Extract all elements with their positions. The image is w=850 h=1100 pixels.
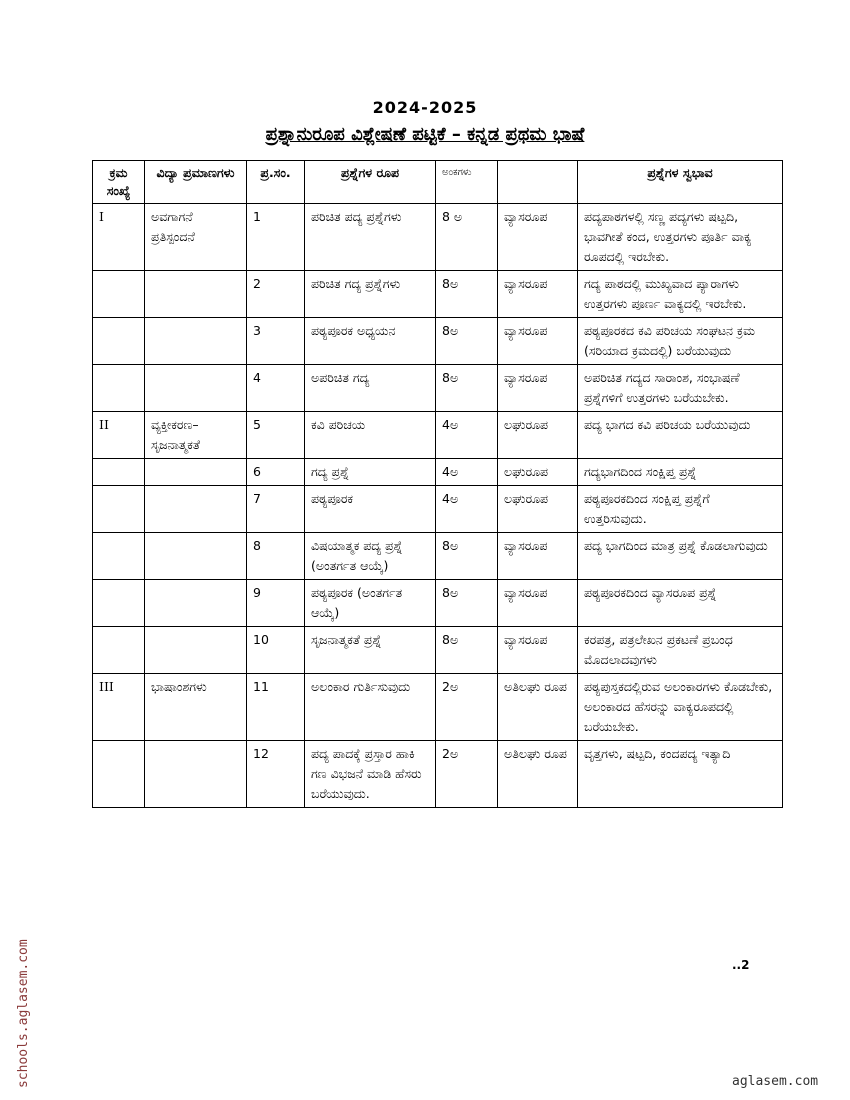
table-row — [93, 741, 783, 808]
cell-nature: ಪದ್ಯ ಭಾಗದಿಂದ ಮಾತ್ರ ಪ್ರಶ್ನೆ ಕೊಡಲಾಗುವುದು — [578, 533, 783, 580]
cell-nature: ಪದ್ಯಪಾಠಗಳಲ್ಲಿ ಸಣ್ಣ ಪದ್ಯಗಳು ಷಟ್ಪದಿ, ಭಾವಗೀತೆ ಕಂದ, ಉತ್ತರಗಳು ಪೂರ್ತಿ ವಾಕ್ಯ ರೂಪದಲ್ಲಿ ಇರಬೇಕು. — [578, 204, 783, 271]
cell-type: ಲಘುರೂಪ — [498, 412, 578, 459]
cell-type: ವ್ಯಾಸರೂಪ — [498, 204, 578, 271]
cell-nature: ಪಠ್ಯಪುಸ್ತಕದಲ್ಲಿರುವ ಅಲಂಕಾರಗಳು ಕೊಡಬೇಕು, ಅಲಂಕಾರದ ಹೆಸರನ್ನು ವಾಕ್ಯರೂಪದಲ್ಲಿ ಬರೆಯಬೇಕು. — [578, 674, 783, 741]
cell-qform: ಪರಿಚಿತ ಪದ್ಯ ಪ್ರಶ್ನೆಗಳು — [305, 204, 436, 271]
cell-serial: III — [93, 674, 145, 741]
cell-qno: 2 — [247, 271, 305, 318]
cell-serial — [93, 741, 145, 808]
table-row — [93, 365, 783, 412]
analysis-table — [92, 160, 783, 808]
cell-qno: 9 — [247, 580, 305, 627]
cell-qno: 3 — [247, 318, 305, 365]
cell-qform: ವಿಷಯಾತ್ಮಕ ಪದ್ಯ ಪ್ರಶ್ನೆ (ಅಂತರ್ಗತ ಆಯ್ಕೆ) — [305, 533, 436, 580]
cell-marks: 8ಅ — [436, 365, 498, 412]
cell-serial — [93, 533, 145, 580]
cell-nature: ವೃತ್ತಗಳು, ಷಟ್ಪದಿ, ಕಂದಪದ್ಯ ಇತ್ಯಾದಿ — [578, 741, 783, 808]
cell-nature: ಪದ್ಯ ಭಾಗದ ಕವಿ ಪರಿಚಯ ಬರೆಯುವುದು — [578, 412, 783, 459]
header-nature: ಪ್ರಶ್ನೆಗಳ ಸ್ವಭಾವ — [578, 161, 783, 204]
cell-serial — [93, 459, 145, 486]
cell-marks: 8ಅ — [436, 580, 498, 627]
cell-marks: 8ಅ — [436, 627, 498, 674]
cell-serial — [93, 365, 145, 412]
cell-type: ವ್ಯಾಸರೂಪ — [498, 318, 578, 365]
cell-marks: 4ಅ — [436, 412, 498, 459]
cell-marks: 8ಅ — [436, 533, 498, 580]
cell-serial — [93, 580, 145, 627]
cell-serial: I — [93, 204, 145, 271]
cell-nature: ಕರಪತ್ರ, ಪತ್ರಲೇಖನ ಪ್ರಕಟಣೆ ಪ್ರಬಂಧ ಮೊದಲಾದವುಗಳು — [578, 627, 783, 674]
header-criteria: ವಿದ್ಯಾ ಪ್ರಮಾಣಗಳು — [145, 161, 247, 204]
cell-criteria — [145, 580, 247, 627]
cell-type: ಲಘುರೂಪ — [498, 486, 578, 533]
cell-qno: 4 — [247, 365, 305, 412]
cell-qno: 1 — [247, 204, 305, 271]
cell-criteria: ಭಾಷಾಂಶಗಳು — [145, 674, 247, 741]
cell-qno: 12 — [247, 741, 305, 808]
cell-type: ವ್ಯಾಸರೂಪ — [498, 533, 578, 580]
cell-marks: 8ಅ — [436, 318, 498, 365]
cell-qno: 7 — [247, 486, 305, 533]
cell-qform: ಗದ್ಯ ಪ್ರಶ್ನೆ — [305, 459, 436, 486]
header-serial: ಕ್ರಮ ಸಂಖ್ಯೆ — [93, 161, 145, 204]
cell-criteria — [145, 318, 247, 365]
cell-qform: ಪಠ್ಯಪೂರಕ ಅಧ್ಯಯನ — [305, 318, 436, 365]
cell-qform: ಪದ್ಯ ಪಾದಕ್ಕೆ ಪ್ರಸ್ತಾರ ಹಾಕಿ ಗಣ ವಿಭಜನೆ ಮಾಡಿ ಹೆಸರು ಬರೆಯುವುದು. — [305, 741, 436, 808]
cell-type: ಅತಿಲಘು ರೂಪ — [498, 741, 578, 808]
cell-nature: ಪಠ್ಯಪೂರಕದ ಕವಿ ಪರಿಚಯ ಸಂಘಟನ ಕ್ರಮ (ಸರಿಯಾದ ಕ್ರಮದಲ್ಲಿ) ಬರೆಯುವುದು — [578, 318, 783, 365]
cell-qno: 5 — [247, 412, 305, 459]
header-marks: ಅಂಕಗಳು — [436, 161, 498, 204]
table-row — [93, 580, 783, 627]
cell-criteria — [145, 459, 247, 486]
table-row — [93, 204, 783, 271]
cell-nature: ಅಪರಿಚಿತ ಗದ್ಯದ ಸಾರಾಂಶ, ಸಂಭಾಷಣೆ ಪ್ರಶ್ನೆಗಳಿಗೆ ಉತ್ತರಗಳು ಬರೆಯಬೇಕು. — [578, 365, 783, 412]
table-header-row — [93, 161, 783, 204]
cell-serial — [93, 318, 145, 365]
cell-criteria — [145, 486, 247, 533]
cell-type: ವ್ಯಾಸರೂಪ — [498, 365, 578, 412]
table-row — [93, 271, 783, 318]
cell-qform: ಪಠ್ಯಪೂರಕ (ಅಂತರ್ಗತ ಆಯ್ಕೆ) — [305, 580, 436, 627]
cell-criteria — [145, 741, 247, 808]
cell-criteria: ವ್ಯಕ್ತೀಕರಣ– ಸೃಜನಾತ್ಮಕತೆ — [145, 412, 247, 459]
cell-marks: 8 ಅ — [436, 204, 498, 271]
cell-marks: 2ಅ — [436, 674, 498, 741]
page-number: ..2 — [732, 958, 750, 972]
cell-type: ವ್ಯಾಸರೂಪ — [498, 580, 578, 627]
cell-marks: 2ಅ — [436, 741, 498, 808]
cell-qno: 8 — [247, 533, 305, 580]
page-title: ಪ್ರಶ್ನಾನುರೂಪ ವಿಶ್ಲೇಷಣೆ ಪಟ್ಟಿಕೆ – ಕನ್ನಡ ಪ್ರಥಮ ಭಾಷೆ — [265, 124, 585, 145]
footer-site: aglasem.com — [732, 1074, 819, 1089]
cell-criteria — [145, 533, 247, 580]
cell-qform: ಅಲಂಕಾರ ಗುರ್ತಿಸುವುದು — [305, 674, 436, 741]
cell-type: ವ್ಯಾಸರೂಪ — [498, 271, 578, 318]
header-type — [498, 161, 578, 204]
table-row — [93, 627, 783, 674]
cell-serial — [93, 271, 145, 318]
cell-type: ವ್ಯಾಸರೂಪ — [498, 627, 578, 674]
cell-serial — [93, 486, 145, 533]
cell-marks: 4ಅ — [436, 459, 498, 486]
cell-criteria — [145, 627, 247, 674]
cell-serial — [93, 627, 145, 674]
cell-qform: ಪರಿಚಿತ ಗದ್ಯ ಪ್ರಶ್ನೆಗಳು — [305, 271, 436, 318]
header-qno: ಪ್ರ.ಸಂ. — [247, 161, 305, 204]
cell-nature: ಪಠ್ಯಪೂರಕದಿಂದ ವ್ಯಾಸರೂಪ ಪ್ರಶ್ನೆ — [578, 580, 783, 627]
table-row — [93, 459, 783, 486]
cell-nature: ಪಠ್ಯಪೂರಕದಿಂದ ಸಂಕ್ಷಿಪ್ತ ಪ್ರಶ್ನೆಗೆ ಉತ್ತರಿಸುವುದು. — [578, 486, 783, 533]
table-row — [93, 533, 783, 580]
table-row — [93, 674, 783, 741]
cell-type: ಅತಿಲಘು ರೂಪ — [498, 674, 578, 741]
cell-qform: ಕವಿ ಪರಿಚಯ — [305, 412, 436, 459]
cell-qform: ಸೃಜನಾತ್ಮಕತೆ ಪ್ರಶ್ನೆ — [305, 627, 436, 674]
table-row — [93, 318, 783, 365]
side-watermark: schools.aglasem.com — [16, 939, 31, 1088]
cell-qno: 11 — [247, 674, 305, 741]
cell-criteria — [145, 365, 247, 412]
cell-criteria: ಅವಗಾಗನೆ ಪ್ರತಿಸ್ಪಂದನೆ — [145, 204, 247, 271]
cell-marks: 4ಅ — [436, 486, 498, 533]
cell-qform: ಪಠ್ಯಪೂರಕ — [305, 486, 436, 533]
cell-nature: ಗದ್ಯ ಪಾಠದಲ್ಲಿ ಮುಖ್ಯವಾದ ಪ್ಯಾರಾಗಳು ಉತ್ತರಗಳು ಪೂರ್ಣ ವಾಕ್ಯದಲ್ಲಿ ಇರಬೇಕು. — [578, 271, 783, 318]
cell-marks: 8ಅ — [436, 271, 498, 318]
cell-criteria — [145, 271, 247, 318]
header-qform: ಪ್ರಶ್ನೆಗಳ ರೂಪ — [305, 161, 436, 204]
cell-qform: ಅಪರಿಚಿತ ಗದ್ಯ — [305, 365, 436, 412]
cell-qno: 10 — [247, 627, 305, 674]
table-row — [93, 412, 783, 459]
cell-serial: II — [93, 412, 145, 459]
cell-qno: 6 — [247, 459, 305, 486]
cell-type: ಲಘುರೂಪ — [498, 459, 578, 486]
academic-year: 2024-2025 — [372, 98, 478, 117]
table-row — [93, 486, 783, 533]
cell-nature: ಗದ್ಯಭಾಗದಿಂದ ಸಂಕ್ಷಿಪ್ತ ಪ್ರಶ್ನೆ — [578, 459, 783, 486]
